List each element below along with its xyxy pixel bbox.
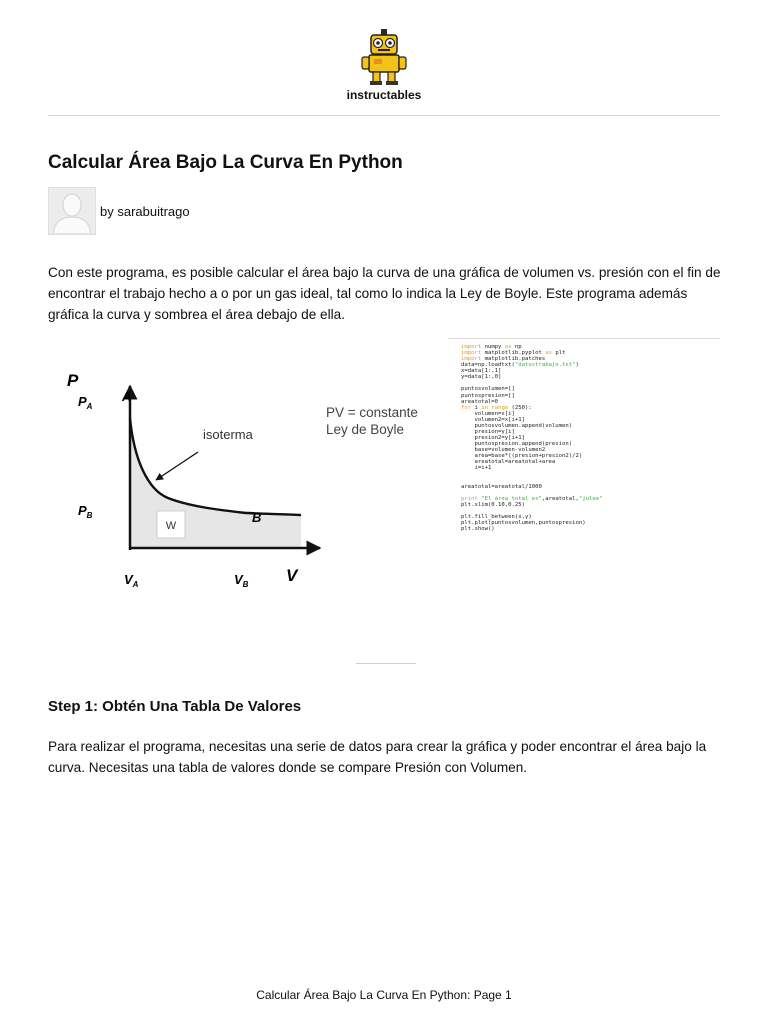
code-token: i bbox=[471, 404, 482, 411]
code-token: volumen=x[i] bbox=[461, 410, 515, 417]
instructables-robot-logo[interactable] bbox=[356, 28, 412, 86]
code-line bbox=[461, 526, 495, 532]
code-token: "datostrabajo.txt" bbox=[514, 362, 576, 369]
isoterma-label: isoterma bbox=[203, 427, 253, 442]
code-token: presion=y[i] bbox=[461, 428, 515, 435]
code-token: ) bbox=[575, 362, 579, 369]
pa-label: $P_A$ bbox=[78, 394, 93, 411]
code-token: areatotal=0 bbox=[461, 398, 499, 405]
author-byline[interactable]: by sarabuitrago bbox=[100, 204, 190, 219]
page-title: Calcular Área Bajo La Curva En Python bbox=[48, 152, 403, 173]
code-token: range bbox=[491, 404, 509, 411]
code-token: puntospresion=[] bbox=[461, 392, 515, 399]
code-token: puntospresion.append(presion) bbox=[461, 441, 573, 448]
work-label: W bbox=[165, 520, 177, 532]
code-token: ,areatotal, bbox=[541, 495, 579, 502]
code-token: data=np.loadtxt( bbox=[461, 362, 515, 369]
pv-constante-label: PV = constante bbox=[326, 405, 418, 420]
code-token: import bbox=[461, 344, 482, 350]
code-line bbox=[461, 374, 501, 380]
page-footer: Calcular Área Bajo La Curva En Python: Page 1 bbox=[256, 988, 512, 1002]
robot-icon bbox=[356, 28, 412, 86]
code-token: area=base*((presion+presion2)/2) bbox=[461, 453, 583, 460]
code-line bbox=[461, 465, 491, 471]
code-token: plt.xlim(0.10,0.25) bbox=[461, 501, 525, 508]
code-token: numpy bbox=[481, 344, 505, 350]
code-token: as bbox=[504, 344, 512, 350]
code-token: plt.show() bbox=[461, 526, 495, 533]
ley-de-boyle-label: Ley de Boyle bbox=[326, 422, 405, 437]
code-token: import bbox=[461, 356, 482, 363]
code-token: plt.plot(puntosvolumen,puntospresion) bbox=[461, 520, 586, 527]
v-axis-label: V bbox=[286, 566, 298, 585]
step-1-title: Step 1: Obtén Una Tabla De Valores bbox=[48, 698, 302, 715]
code-token: matplotlib.pyplot bbox=[481, 350, 546, 357]
avatar[interactable] bbox=[48, 187, 96, 235]
code-token: for bbox=[461, 404, 472, 411]
user-silhouette-icon bbox=[49, 188, 95, 234]
step-1-body: Para realizar el programa, necesitas una serie de datos para crear la gráfica y poder encontrar el área bajo la curva. Necesitas una tabla de valores donde se compare Presión con Volumen. bbox=[48, 739, 707, 775]
code-token: print bbox=[461, 495, 478, 502]
code-token: as bbox=[545, 350, 552, 357]
python-code-snippet bbox=[448, 338, 720, 629]
code-token: volumen2=x[i+1] bbox=[461, 416, 525, 423]
brand-name[interactable]: instructables bbox=[346, 88, 422, 102]
code-token: plt.fill_between(x,y) bbox=[461, 513, 532, 520]
code-token: areatotal=areatotal+area bbox=[461, 459, 556, 466]
code-token: in bbox=[481, 404, 488, 411]
header-divider bbox=[48, 115, 720, 116]
code-token: np bbox=[511, 344, 522, 350]
code-token: "El área total es" bbox=[481, 495, 542, 502]
pb-label: $P_B$ bbox=[78, 503, 93, 520]
intro-paragraph: Con este programa, es posible calcular el área bajo la curva de una gráfica de volumen vs. presión con el fin de encontrar el trabajo hecho a o por un gas ideal, tal como lo indica la Ley de Boyle. Este programa además gráfica la curva y sombrea el área debajo de ella. bbox=[48, 265, 721, 322]
point-a-label: A bbox=[122, 389, 132, 404]
code-line bbox=[461, 484, 542, 490]
code-token: puntosvolumen=[] bbox=[461, 386, 515, 393]
section-divider bbox=[356, 663, 416, 664]
code-token: puntosvolumen.append(volumen) bbox=[461, 422, 573, 429]
code-token: "julee" bbox=[578, 495, 603, 502]
code-token: base=volumen-volumen2 bbox=[461, 447, 546, 454]
vb-label: $V_B$ bbox=[234, 572, 249, 589]
code-token: presion2=y[i+1] bbox=[461, 435, 525, 442]
code-token: (250): bbox=[508, 404, 532, 411]
code-token: matplotlib.patches bbox=[481, 356, 546, 363]
point-b-label: B bbox=[252, 510, 262, 525]
code-token: plt bbox=[551, 350, 566, 357]
code-line bbox=[461, 502, 525, 508]
va-label: $V_A$ bbox=[124, 572, 139, 589]
isoterma-arrow bbox=[156, 452, 198, 480]
code-token: x=data[1:,1] bbox=[461, 368, 502, 375]
code-token: areatotal=areatotal/1000 bbox=[461, 483, 542, 490]
isotherm-diagram bbox=[58, 350, 438, 595]
code-token: i=i+1 bbox=[461, 465, 492, 472]
code-token: y=data[1:,0] bbox=[461, 374, 502, 381]
p-axis-label: P bbox=[67, 371, 79, 390]
code-token: import bbox=[461, 350, 482, 357]
